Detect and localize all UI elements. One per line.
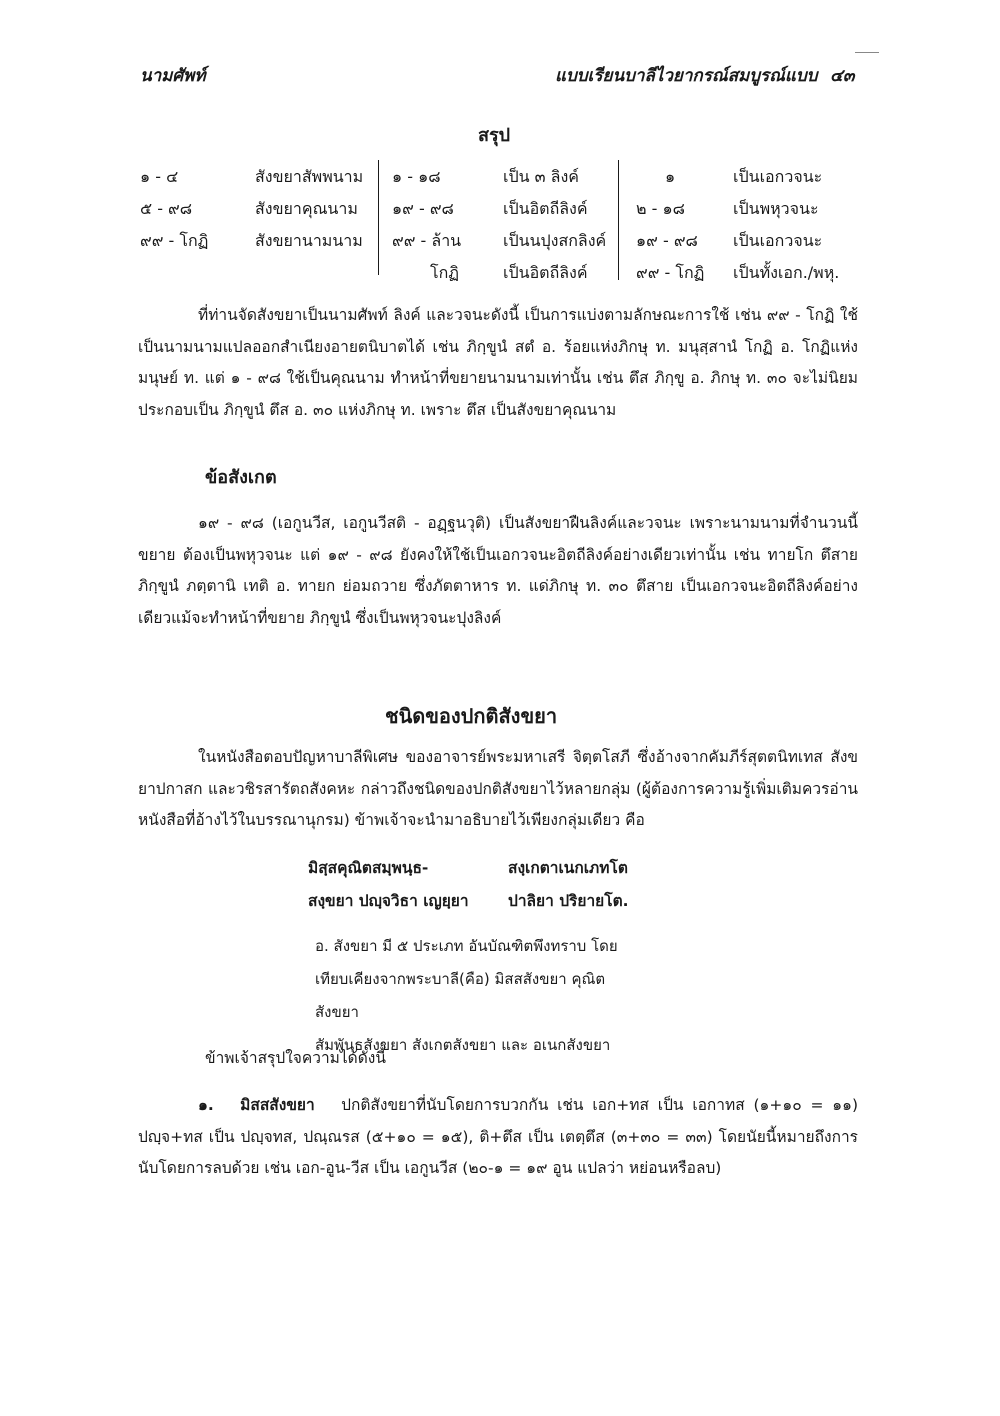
- col2-label: เป็น ๓ ลิงค์: [503, 167, 579, 186]
- explanation-paragraph: [138, 300, 858, 426]
- col2-label: เป็นนปุงสกลิงค์: [503, 231, 607, 250]
- verse-line: มิสฺสคุณิตสมฺพนฺธ-: [308, 859, 429, 877]
- scan-mark: [855, 52, 879, 53]
- col1-range: ๙๙ - โกฏิ: [140, 231, 209, 250]
- col1-range: ๕ - ๙๘: [140, 199, 193, 218]
- col1-range: ๑ - ๔: [140, 167, 179, 186]
- table-divider: [618, 160, 619, 280]
- running-header-right: แบบเรียนบาลีไวยากรณ์สมบูรณ์แบบ: [555, 66, 818, 86]
- note-paragraph: [138, 508, 858, 634]
- running-header-left: นามศัพท์: [140, 66, 206, 86]
- item-text: ปกติสังขยาที่นับโดยการบวกกัน เช่น เอก+ทส เป็น เอกาทส (๑+๑๐ = ๑๑) ปญฺจ+ทส เป็น ปญฺจทส, ปณฺณรส (๕+๑๐ = ๑๕), ติ+ตึส เป็น เตตฺตึส (๓+๓๐ = ๓๓) โดยนัยนี้หมายถึงการนับโดยการลบด้วย เช่น เอก-อูน-วีส เป็น เอกูนวีส (๒๐-๑ = ๑๙ อูน แปลว่า หย่อนหรือลบ): [138, 1096, 858, 1177]
- col1-label: สังขยาคุณนาม: [255, 199, 358, 218]
- item-paragraph: [138, 1090, 858, 1185]
- col3-range: ๑: [665, 167, 676, 186]
- summary-title: สรุป: [478, 125, 511, 146]
- col3-label: เป็นเอกวจนะ: [733, 167, 823, 186]
- note-heading: ข้อสังเกต: [205, 467, 277, 488]
- col1-label: สังขยานามนาม: [255, 231, 363, 250]
- page-number: ๔๓: [830, 66, 855, 86]
- translation-line: เทียบเคียงจากพระบาลี(คือ) มิสสสังขยา คุณิตสังขยา: [315, 970, 606, 1021]
- translation-line: อ. สังขยา มี ๕ ประเภท อันบัณฑิตพึงทราบ โดย: [315, 937, 618, 955]
- verse-line: สงฺเกตาเนกเภทโต: [508, 859, 628, 877]
- section-heading: ชนิดของปกติสังขยา: [385, 704, 558, 728]
- col2-label: เป็นอิตถีลิงค์: [503, 199, 588, 218]
- col3-label: เป็นเอกวจนะ: [733, 231, 823, 250]
- col3-label: เป็นพหุวจนะ: [733, 199, 819, 218]
- col2-label: เป็นอิตถีลิงค์: [503, 263, 588, 282]
- col3-range: ๑๙ - ๙๘: [636, 231, 698, 250]
- col3-range: ๙๙ - โกฏิ: [636, 263, 705, 282]
- item-number: ๑.: [198, 1096, 214, 1114]
- explanation-text: ที่ท่านจัดสังขยาเป็นนามศัพท์ ลิงค์ และวจนะดังนี้ เป็นการแบ่งตามลักษณะการใช้ เช่น ๙๙ - โกฏิ ใช้เป็นนามนามแปลออกสำเนียงอายตนิบาตได้ เช่น ภิกฺขูนํ สตํ อ. ร้อยแห่งภิกษุ ท. มนุสฺสานํ โกฏิ อ. โกฏิแห่งมนุษย์ ท. แต่ ๑ - ๙๘ ใช้เป็นคุณนาม ทำหน้าที่ขยายนามนามเท่านั้น เช่น ตึส ภิกฺขู อ. ภิกษุ ท. ๓๐ จะไม่นิยมประกอบเป็น ภิกฺขูนํ ตึส อ. ๓๐ แห่งภิกษุ ท. เพราะ ตึส เป็นสังขยาคุณนาม: [138, 306, 858, 419]
- verse-translation: [315, 930, 635, 1062]
- col2-range: ๑ - ๑๘: [392, 167, 441, 186]
- col3-label: เป็นทั้งเอก./พหุ.: [733, 263, 840, 282]
- translation-line: สัมพันธสังขยา สังเกตสังขยา และ อเนกสังขยา: [315, 1036, 611, 1054]
- col2-range: ๑๙ - ๙๘: [392, 199, 454, 218]
- col2-range: ๙๙ - ล้าน: [392, 231, 462, 250]
- verse-line: ปาลิยา ปริยายโต.: [508, 892, 629, 910]
- verse-line: สงฺขยา ปญฺจวิธา เญยฺยา: [308, 892, 469, 910]
- note-text: ๑๙ - ๙๘ (เอกูนวีส, เอกูนวีสติ - อฏฺฐนวุติ) เป็นสังขยาฝืนลิงค์และวจนะ เพราะนามนามที่จำนวนนี้ขยาย ต้องเป็นพหุวจนะ แต่ ๑๙ - ๙๘ ยังคงให้ใช้เป็นเอกวจนะอิตถีลิงค์อย่างเดียวเท่านั้น เช่น ทายโก ตึสาย ภิกฺขูนํ ภตฺตานิ เทติ อ. ทายก ย่อมถวาย ซึ่งภัตตาหาร ท. แด่ภิกษุ ท. ๓๐ ตึสาย เป็นเอกวจนะอิตถีลิงค์อย่างเดียวแม้จะทำหน้าที่ขยาย ภิกฺขูนํ ซึ่งเป็นพหุวจนะปุงลิงค์: [138, 514, 858, 627]
- col3-range: ๒ - ๑๘: [636, 199, 685, 218]
- item-term: มิสสสังขยา: [240, 1096, 315, 1114]
- col2-range: โกฏิ: [430, 263, 460, 282]
- col1-label: สังขยาสัพพนาม: [255, 167, 364, 186]
- section-intro-paragraph: [138, 742, 858, 837]
- table-divider: [378, 160, 379, 275]
- section-intro-text: ในหนังสือตอบปัญหาบาลีพิเศษ ของอาจารย์พระมหาเสรี จิตฺตโสภี ซึ่งอ้างจากคัมภีร์สุตตนิทเทส สังขยาปกาสก และวชิรสารัตถสังคหะ กล่าวถึงชนิดของปกติสังขยาไว้หลายกลุ่ม (ผู้ต้องการความรู้เพิ่มเติมควรอ่านหนังสือที่อ้างไว้ในบรรณานุกรม) ข้าพเจ้าจะนำมาอธิบายไว้เพียงกลุ่มเดียว คือ: [138, 748, 858, 829]
- conclusion-line: ข้าพเจ้าสรุปใจความได้ดังนี้: [205, 1049, 386, 1067]
